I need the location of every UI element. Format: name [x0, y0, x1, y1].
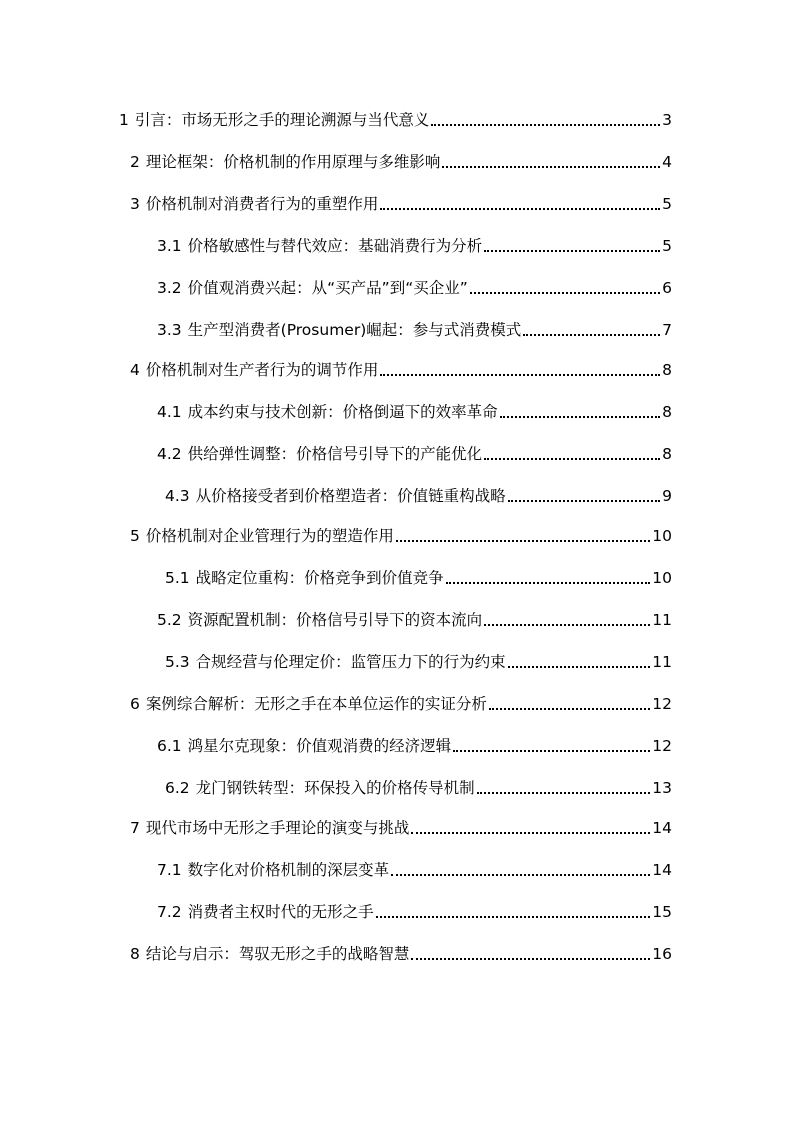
toc-title: 引言：市场无形之手的理论溯源与当代意义	[134, 111, 430, 129]
toc-number: 6.1	[157, 737, 182, 755]
toc-entry-6-1[interactable]	[157, 728, 672, 756]
toc-leader-dots	[523, 320, 660, 340]
toc-entry-6[interactable]	[130, 686, 672, 714]
toc-entry-5[interactable]	[130, 518, 672, 546]
toc-entry-7[interactable]	[130, 810, 672, 838]
toc-leader-dots	[500, 402, 660, 422]
toc-page-number: 3	[662, 111, 672, 129]
toc-number: 4.3	[165, 487, 190, 505]
toc-page-number: 8	[662, 445, 672, 463]
toc-number: 7.2	[157, 903, 182, 921]
toc-entry-4[interactable]	[130, 352, 672, 380]
toc-title: 成本约束与技术创新：价格倒逼下的效率革命	[187, 403, 498, 421]
toc-leader-dots	[477, 778, 651, 798]
toc-title: 消费者主权时代的无形之手	[187, 903, 374, 921]
toc-entry-5-3[interactable]	[165, 644, 672, 672]
toc-leader-dots	[380, 194, 660, 214]
toc-number: 3.1	[157, 237, 182, 255]
toc-title: 从价格接受者到价格塑造者：价值链重构战略	[195, 487, 506, 505]
toc-number: 6.2	[165, 779, 190, 797]
toc-page-number: 15	[652, 903, 672, 921]
toc-page-number: 5	[662, 237, 672, 255]
toc-page-number: 10	[652, 569, 672, 587]
toc-leader-dots	[376, 902, 651, 922]
toc-number: 7	[130, 819, 140, 837]
toc-page-number: 16	[652, 945, 672, 963]
toc-leader-dots	[453, 736, 650, 756]
toc-entry-5-2[interactable]	[157, 602, 672, 630]
toc-leader-dots	[431, 110, 660, 130]
toc-number: 4	[130, 361, 140, 379]
toc-leader-dots	[411, 944, 650, 964]
toc-number: 8	[130, 945, 140, 963]
toc-entry-3-3[interactable]	[157, 312, 672, 340]
toc-page-number: 5	[662, 195, 672, 213]
toc-title: 价格机制对生产者行为的调节作用	[145, 361, 379, 379]
toc-page-number: 14	[652, 819, 672, 837]
toc-number: 5.1	[165, 569, 190, 587]
toc-entry-4-2[interactable]	[157, 436, 672, 464]
toc-page-number: 6	[662, 279, 672, 297]
toc-page-number: 13	[652, 779, 672, 797]
toc-leader-dots	[489, 694, 650, 714]
toc-entry-3-2[interactable]	[157, 270, 672, 298]
toc-entry-4-3[interactable]	[165, 478, 672, 506]
toc-page-number: 12	[652, 737, 672, 755]
toc-title: 价值观消费兴起：从“买产品”到“买企业”	[187, 279, 468, 297]
toc-leader-dots	[380, 360, 660, 380]
toc-entry-7-2[interactable]	[157, 894, 672, 922]
toc-title: 龙门钢铁转型：环保投入的价格传导机制	[195, 779, 475, 797]
toc-number: 4.2	[157, 445, 182, 463]
toc-number: 5	[130, 527, 140, 545]
toc-number: 5.2	[157, 611, 182, 629]
toc-title: 结论与启示：驾驭无形之手的战略智慧	[145, 945, 410, 963]
toc-leader-dots	[446, 568, 651, 588]
toc-page-number: 11	[652, 611, 672, 629]
toc-title: 资源配置机制：价格信号引导下的资本流向	[187, 611, 483, 629]
toc-leader-dots	[484, 444, 660, 464]
toc-title: 价格机制对企业管理行为的塑造作用	[145, 527, 394, 545]
toc-leader-dots	[470, 278, 660, 298]
toc-page-number: 11	[652, 653, 672, 671]
toc-leader-dots	[442, 152, 660, 172]
toc-leader-dots	[484, 236, 660, 256]
toc-leader-dots	[508, 486, 660, 506]
toc-entry-5-1[interactable]	[165, 560, 672, 588]
toc-entry-3[interactable]	[130, 186, 672, 214]
toc-title: 价格敏感性与替代效应：基础消费行为分析	[187, 237, 483, 255]
toc-title: 生产型消费者(Prosumer)崛起：参与式消费模式	[187, 321, 522, 339]
toc-title: 鸿星尔克现象：价值观消费的经济逻辑	[187, 737, 452, 755]
toc-number: 3.3	[157, 321, 182, 339]
toc-entry-1[interactable]	[119, 102, 672, 130]
toc-page-number: 4	[662, 153, 672, 171]
toc-number: 3.2	[157, 279, 182, 297]
toc-leader-dots	[396, 526, 650, 546]
toc-entry-2[interactable]	[130, 144, 672, 172]
toc-leader-dots	[391, 860, 650, 880]
toc-title: 价格机制对消费者行为的重塑作用	[145, 195, 379, 213]
toc-number: 6	[130, 695, 140, 713]
toc-page-number: 7	[662, 321, 672, 339]
toc-number: 5.3	[165, 653, 190, 671]
toc-entry-3-1[interactable]	[157, 228, 672, 256]
toc-leader-dots	[508, 652, 651, 672]
toc-page-number: 12	[652, 695, 672, 713]
toc-page-number: 10	[652, 527, 672, 545]
toc-leader-dots	[484, 610, 650, 630]
toc-title: 供给弹性调整：价格信号引导下的产能优化	[187, 445, 483, 463]
toc-leader-dots	[411, 818, 650, 838]
toc-page-number: 8	[662, 403, 672, 421]
toc-number: 4.1	[157, 403, 182, 421]
toc-entry-4-1[interactable]	[157, 394, 672, 422]
toc-title: 案例综合解析：无形之手在本单位运作的实证分析	[145, 695, 487, 713]
toc-page-number: 14	[652, 861, 672, 879]
toc-number: 2	[130, 153, 140, 171]
toc-number: 3	[130, 195, 140, 213]
toc-number: 1	[119, 111, 129, 129]
toc-title: 战略定位重构：价格竞争到价值竞争	[195, 569, 444, 587]
toc-page-number: 9	[662, 487, 672, 505]
toc-title: 合规经营与伦理定价：监管压力下的行为约束	[195, 653, 506, 671]
toc-title: 现代市场中无形之手理论的演变与挑战	[145, 819, 410, 837]
toc-page-number: 8	[662, 361, 672, 379]
toc-number: 7.1	[157, 861, 182, 879]
toc-entry-6-2[interactable]	[165, 770, 672, 798]
toc-entry-7-1[interactable]	[157, 852, 672, 880]
toc-entry-8[interactable]	[130, 936, 672, 964]
toc-title: 理论框架：价格机制的作用原理与多维影响	[145, 153, 441, 171]
toc-title: 数字化对价格机制的深层变革	[187, 861, 390, 879]
